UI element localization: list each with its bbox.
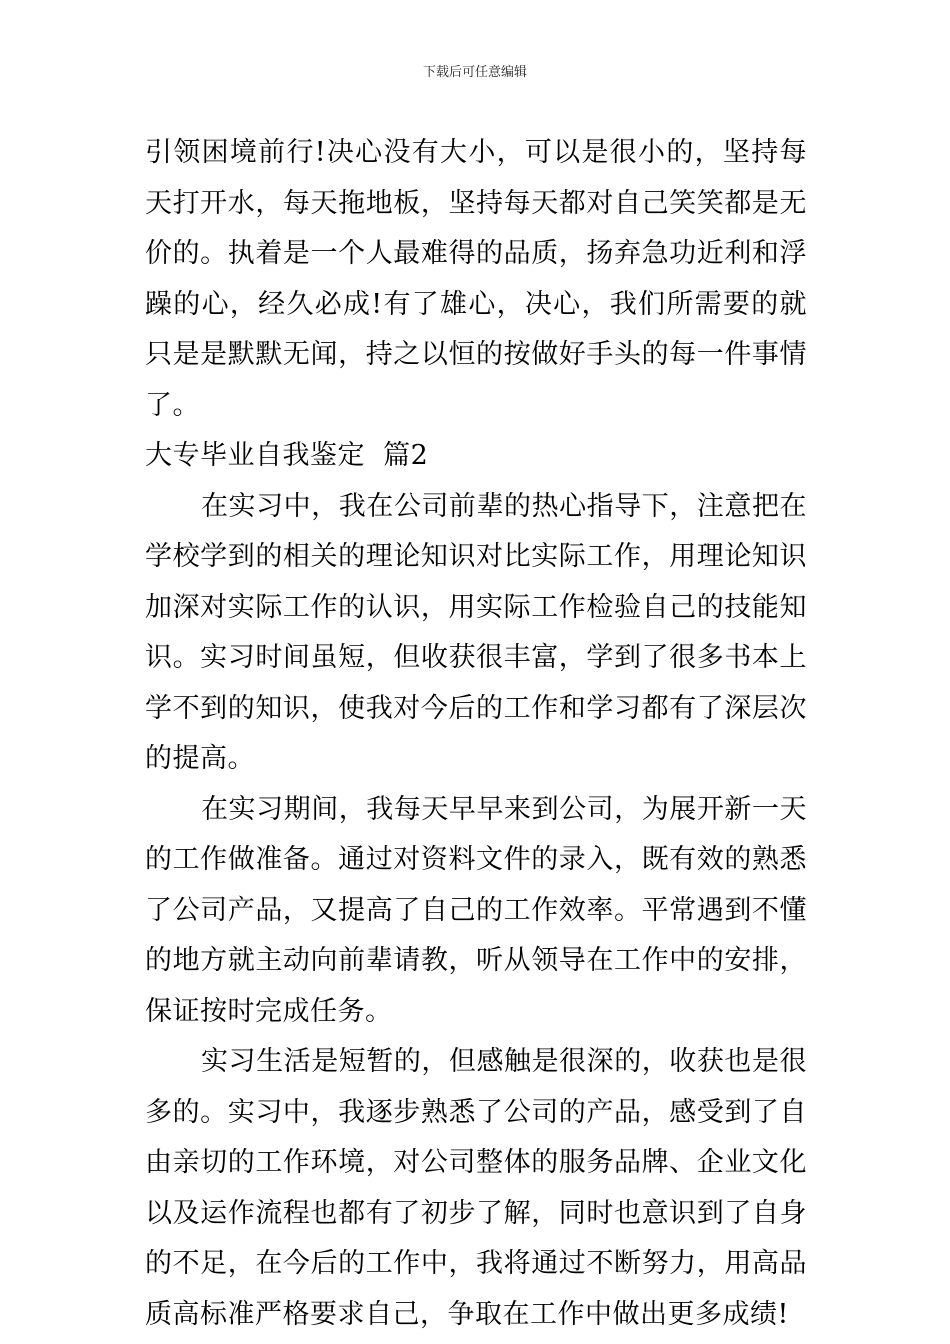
continuation-paragraph: 引领困境前行!决心没有大小，可以是很小的，坚持每天打开水，每天拖地板，坚持每天都对自己笑笑都是无价的。执着是一个人最难得的品质，扬弃急功近利和浮躁的心，经久必成!有了雄心，决心，我们所需要的就只是是默默无闻，持之以恒的按做好手头的每一件事情了。 xyxy=(145,137,807,421)
paragraph-2: 在实习期间，我每天早早来到公司，为展开新一天的工作做准备。通过对资料文件的录入，既有效的熟悉了公司产品，又提高了自己的工作效率。平常遇到不懂的地方就主动向前辈请教，听从领导在工作中的安排，保证按时完成任务。 xyxy=(145,793,807,1027)
paragraph-1: 在实习中，我在公司前辈的热心指导下，注意把在学校学到的相关的理论知识对比实际工作，用理论知识加深对实际工作的认识，用实际工作检验自己的技能知识。实习时间虽短，但收获很丰富，学到了很多书本上学不到的知识，使我对今后的工作和学习都有了深层次的提高。 xyxy=(145,490,807,774)
paragraph-3: 实习生活是短暂的，但感触是很深的，收获也是很多的。实习中，我逐步熟悉了公司的产品，感受到了自由亲切的工作环境，对公司整体的服务品牌、企业文化以及运作流程也都有了初步了解，同时也意识到了自身的不足，在今后的工作中，我将通过不断努力，用高品质高标准严格要求自己，争取在工作中做出更多成绩! xyxy=(145,1046,807,1330)
section-title: 大专毕业自我鉴定 篇2 xyxy=(145,440,429,471)
page-header-note: 下载后可任意编辑 xyxy=(422,65,527,80)
document-body xyxy=(145,128,807,1340)
